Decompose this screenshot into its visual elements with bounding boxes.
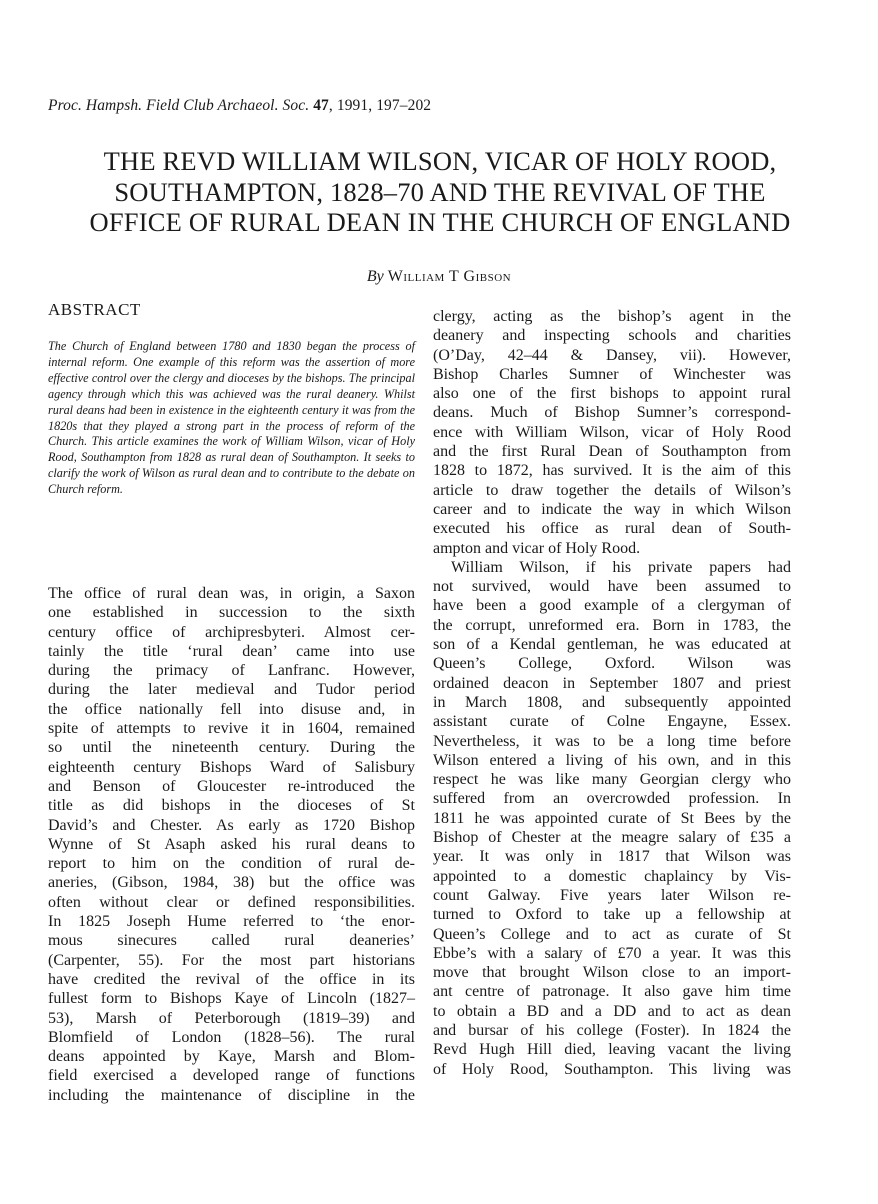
text-line: appointed to a domestic chaplaincy by Vis-	[433, 867, 791, 885]
text-line: mous sinecures called rural deaneries’	[48, 932, 415, 950]
text-line: ence with William Wilson, vicar of Holy Rood	[433, 423, 791, 441]
text-line: The office of rural dean was, in origin, a Saxon	[48, 585, 415, 602]
right-paragraph-2	[433, 558, 791, 1079]
text-line: century office of archipresbyteri. Almost cer-	[48, 623, 415, 641]
text-line: Bishop Charles Sumner of Winchester was	[433, 365, 791, 383]
author-name: William T Gibson	[387, 268, 512, 285]
text-line: Revd Hugh Hill died, leaving vacant the living	[433, 1041, 791, 1059]
text-line: turned to Oxford to take up a fellowship at	[433, 906, 791, 924]
text-line: field exercised a developed range of functions	[48, 1067, 415, 1085]
text-line: assistant curate of Colne Engayne, Essex.	[433, 713, 791, 731]
text-line: (O’Day, 42–44 & Dansey, vii). However,	[433, 346, 791, 364]
article-title	[40, 146, 840, 238]
text-line: to obtain a BD and a DD and to act as dean	[433, 1002, 791, 1020]
text-line: also one of the first bishops to appoint rural	[433, 385, 791, 403]
text-line: In 1825 Joseph Hume referred to ‘the enor-	[48, 913, 415, 931]
text-line: Bishop of Chester at the meagre salary of £35 a	[433, 829, 791, 847]
text-line: son of a Kendal gentleman, he was educated at	[433, 636, 791, 654]
text-line: 1811 he was appointed curate of St Bees by the	[433, 809, 791, 827]
text-line: year. It was only in 1817 that Wilson was	[433, 848, 791, 866]
text-line: and bursar of his college (Foster). In 1824 the	[433, 1021, 791, 1039]
text-line: during the primacy of Lanfranc. However,	[48, 662, 415, 680]
title-line: THE REVD WILLIAM WILSON, VICAR OF HOLY ROOD,	[103, 146, 777, 176]
text-line: (Carpenter, 55). For the most part historians	[48, 951, 415, 969]
text-line: and the first Rural Dean of Southampton from	[433, 443, 791, 461]
byline	[0, 268, 878, 286]
text-line: Nevertheless, it was to be a long time before	[433, 732, 791, 750]
text-line: including the maintenance of discipline in the	[48, 1086, 415, 1104]
text-line: the office nationally fell into disuse and, in	[48, 700, 415, 718]
text-line: ant centre of patronage. It also gave him time	[433, 983, 791, 1001]
text-line: count Galway. Five years later Wilson re-	[433, 886, 791, 904]
right-paragraph-1	[433, 307, 791, 558]
text-line: Wynne of St Asaph asked his rural deans to	[48, 835, 415, 853]
text-line: suffered from an overcrowded profession. In	[433, 790, 791, 808]
text-line: the corrupt, unreformed era. Born in 1783, the	[433, 616, 791, 634]
journal-volume: 47	[313, 97, 329, 114]
text-line: executed his office as rural dean of South-	[433, 520, 791, 538]
text-line: William Wilson, if his private papers had	[451, 558, 791, 576]
text-line: clergy, acting as the bishop’s agent in the	[433, 308, 791, 325]
left-body-text	[48, 584, 415, 1105]
text-line: spite of attempts to revive it in 1604, remained	[48, 720, 415, 738]
text-line: deans. Much of Bishop Sumner’s correspond-	[433, 404, 791, 422]
text-line: Queen’s College and to act as curate of St	[433, 925, 791, 943]
text-line: Queen’s College, Oxford. Wilson was	[433, 655, 791, 673]
text-line: not survived, would have been assumed to	[433, 578, 791, 596]
abstract-text: The Church of England between 1780 and 1830 began the process of internal reform. One example of this reform was the assertion of more effective control over the clergy and dioceses by the bishops. The principal agency through which this was achieved was the rural deanery. Whilst rural deans had been in existence in the eighteenth century it was from the 1820s that they played a strong part in the process of reform of the Church. This article examines the work of William Wilson, vicar of Holy Rood, Southampton from 1828 as rural dean of Southampton. It seeks to clarify the work of Wilson as rural dean and to contribute to the debate on Church reform.	[48, 339, 415, 497]
journal-name: Proc. Hampsh. Field Club Archaeol. Soc.	[48, 97, 310, 114]
text-line: deanery and inspecting schools and charities	[433, 327, 791, 345]
text-line: title as did bishops in the dioceses of St	[48, 797, 415, 815]
right-column	[433, 307, 791, 1079]
title-line: OFFICE OF RURAL DEAN IN THE CHURCH OF ENGLAND	[89, 207, 791, 237]
text-line: 53), Marsh of Peterborough (1819–39) and	[48, 1009, 415, 1027]
title-line: SOUTHAMPTON, 1828–70 AND THE REVIVAL OF THE	[114, 176, 766, 207]
text-line: article to draw together the details of Wilson’s	[433, 481, 791, 499]
text-line: career and to indicate the way in which Wilson	[433, 500, 791, 518]
text-line: report to him on the condition of rural de-	[48, 855, 415, 873]
byline-by: By	[366, 268, 384, 285]
text-line: deans appointed by Kaye, Marsh and Blom-	[48, 1048, 415, 1066]
abstract-heading: ABSTRACT	[48, 300, 141, 319]
text-line: often without clear or defined responsibilities.	[48, 893, 415, 911]
text-line: Blomfield of London (1828–56). The rural	[48, 1028, 415, 1046]
text-line: tainly the title ‘rural dean’ came into use	[48, 642, 415, 660]
text-line: of Holy Rood, Southampton. This living was	[433, 1060, 791, 1078]
text-line: 1828 to 1872, has survived. It is the aim of this	[433, 462, 791, 480]
text-line: one established in succession to the sixth	[48, 604, 415, 622]
text-line: move that brought Wilson close to an import-	[433, 964, 791, 982]
journal-citation	[48, 97, 431, 115]
text-line: so until the nineteenth century. During the	[48, 739, 415, 757]
text-line: have been a good example of a clergyman of	[433, 597, 791, 615]
text-line: have credited the revival of the office in its	[48, 970, 415, 988]
text-line: during the later medieval and Tudor period	[48, 681, 415, 699]
left-column	[48, 300, 415, 1105]
text-line: respect he was like many Georgian clergy who	[433, 771, 791, 789]
text-line: eighteenth century Bishops Ward of Salisbury	[48, 758, 415, 776]
text-line: ampton and vicar of Holy Rood.	[433, 539, 641, 557]
text-line: in March 1808, and subsequently appointed	[433, 693, 791, 711]
text-line: and Benson of Gloucester re-introduced the	[48, 777, 415, 795]
text-line: David’s and Chester. As early as 1720 Bishop	[48, 816, 415, 834]
text-line: ordained deacon in September 1807 and priest	[433, 674, 791, 692]
text-line: fullest form to Bishops Kaye of Lincoln (1827–	[48, 990, 415, 1008]
text-line: aneries, (Gibson, 1984, 38) but the office was	[48, 874, 415, 892]
journal-year-pages: , 1991, 197–202	[328, 97, 432, 114]
text-line: Wilson entered a living of his own, and in this	[433, 751, 791, 769]
text-line: Ebbe’s with a salary of £70 a year. It was this	[433, 944, 791, 962]
